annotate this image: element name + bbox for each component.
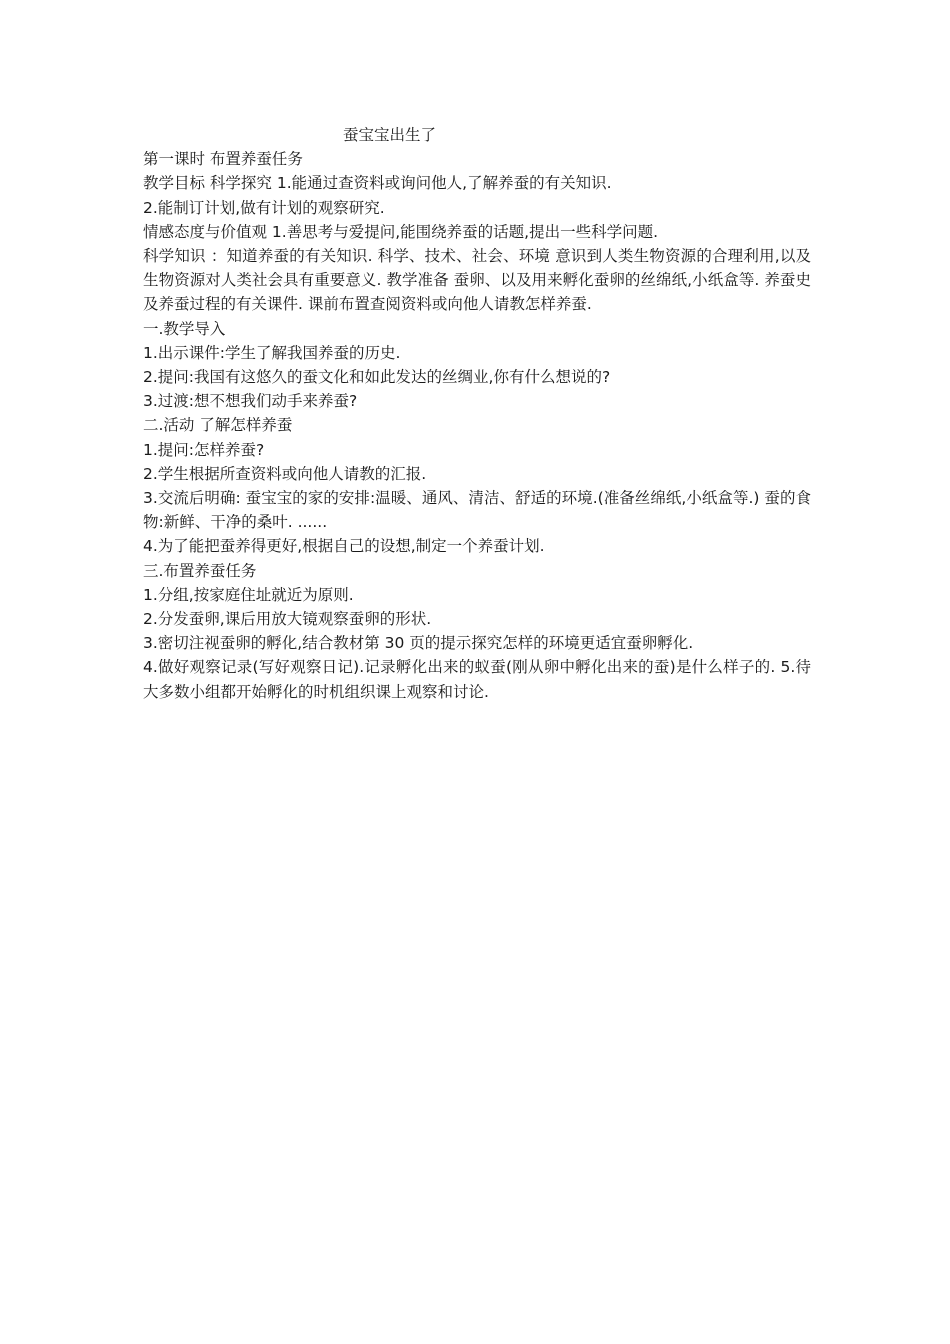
- list-item: 2.提问:我国有这悠久的蚕文化和如此发达的丝绸业,你有什么想说的?: [143, 368, 611, 387]
- section-heading-task: 三.布置养蚕任务: [143, 561, 257, 580]
- list-item: 4.为了能把蚕养得更好,根据自己的设想,制定一个养蚕计划.: [143, 537, 545, 556]
- list-item: 1.分组,按家庭住址就近为原则.: [143, 585, 354, 604]
- document-title: 蚕宝宝出生了: [343, 126, 437, 144]
- list-item: 2.学生根据所查资料或向他人请教的汇报.: [143, 464, 427, 483]
- paragraph-objective-2: 2.能制订计划,做有计划的观察研究.: [143, 198, 385, 217]
- list-item: 2.分发蚕卵,课后用放大镜观察蚕卵的形状.: [143, 610, 432, 629]
- section-heading-intro: 一.教学导入: [143, 319, 226, 338]
- paragraph-objectives: 教学目标 科学探究 1.能通过查资料或询问他人,了解养蚕的有关知识.: [143, 174, 612, 193]
- list-item: 3.密切注视蚕卵的孵化,结合教材第 30 页的提示探究怎样的环境更适宜蚕卵孵化.: [143, 634, 694, 653]
- paragraph-attitude: 情感态度与价值观 1.善思考与爱提问,能围绕养蚕的话题,提出一些科学问题.: [143, 222, 658, 241]
- list-item: 1.提问:怎样养蚕?: [143, 440, 265, 459]
- document-body: [143, 123, 811, 704]
- section-heading-activity: 二.活动 了解怎样养蚕: [143, 416, 293, 435]
- lesson-heading: 第一课时 布置养蚕任务: [143, 150, 303, 169]
- list-item: 3.过渡:想不想我们动手来养蚕?: [143, 392, 358, 411]
- list-item: 4.做好观察记录(写好观察日记).记录孵化出来的蚁蚕(刚从卵中孵化出来的蚕)是什么样子的. 5.待大多数小组都开始孵化的时机组织课上观察和讨论.: [143, 658, 811, 701]
- list-item: 3.交流后明确: 蚕宝宝的家的安排:温暖、通风、清洁、舒适的环境.(准备丝绵纸,小纸盒等.) 蚕的食物:新鲜、干净的桑叶. ......: [143, 489, 811, 532]
- list-item: 1.出示课件:学生了解我国养蚕的历史.: [143, 343, 401, 362]
- paragraph-knowledge: 科学知识 ：知道养蚕的有关知识. 科学、技术、社会、环境 意识到人类生物资源的合理利用,以及生物资源对人类社会具有重要意义. 教学准备 蚕卵、以及用来孵化蚕卵的丝绵纸,小纸盒等. 养蚕史及养蚕过程的有关课件. 课前布置查阅资料或向他人请教怎样养蚕.: [143, 247, 811, 314]
